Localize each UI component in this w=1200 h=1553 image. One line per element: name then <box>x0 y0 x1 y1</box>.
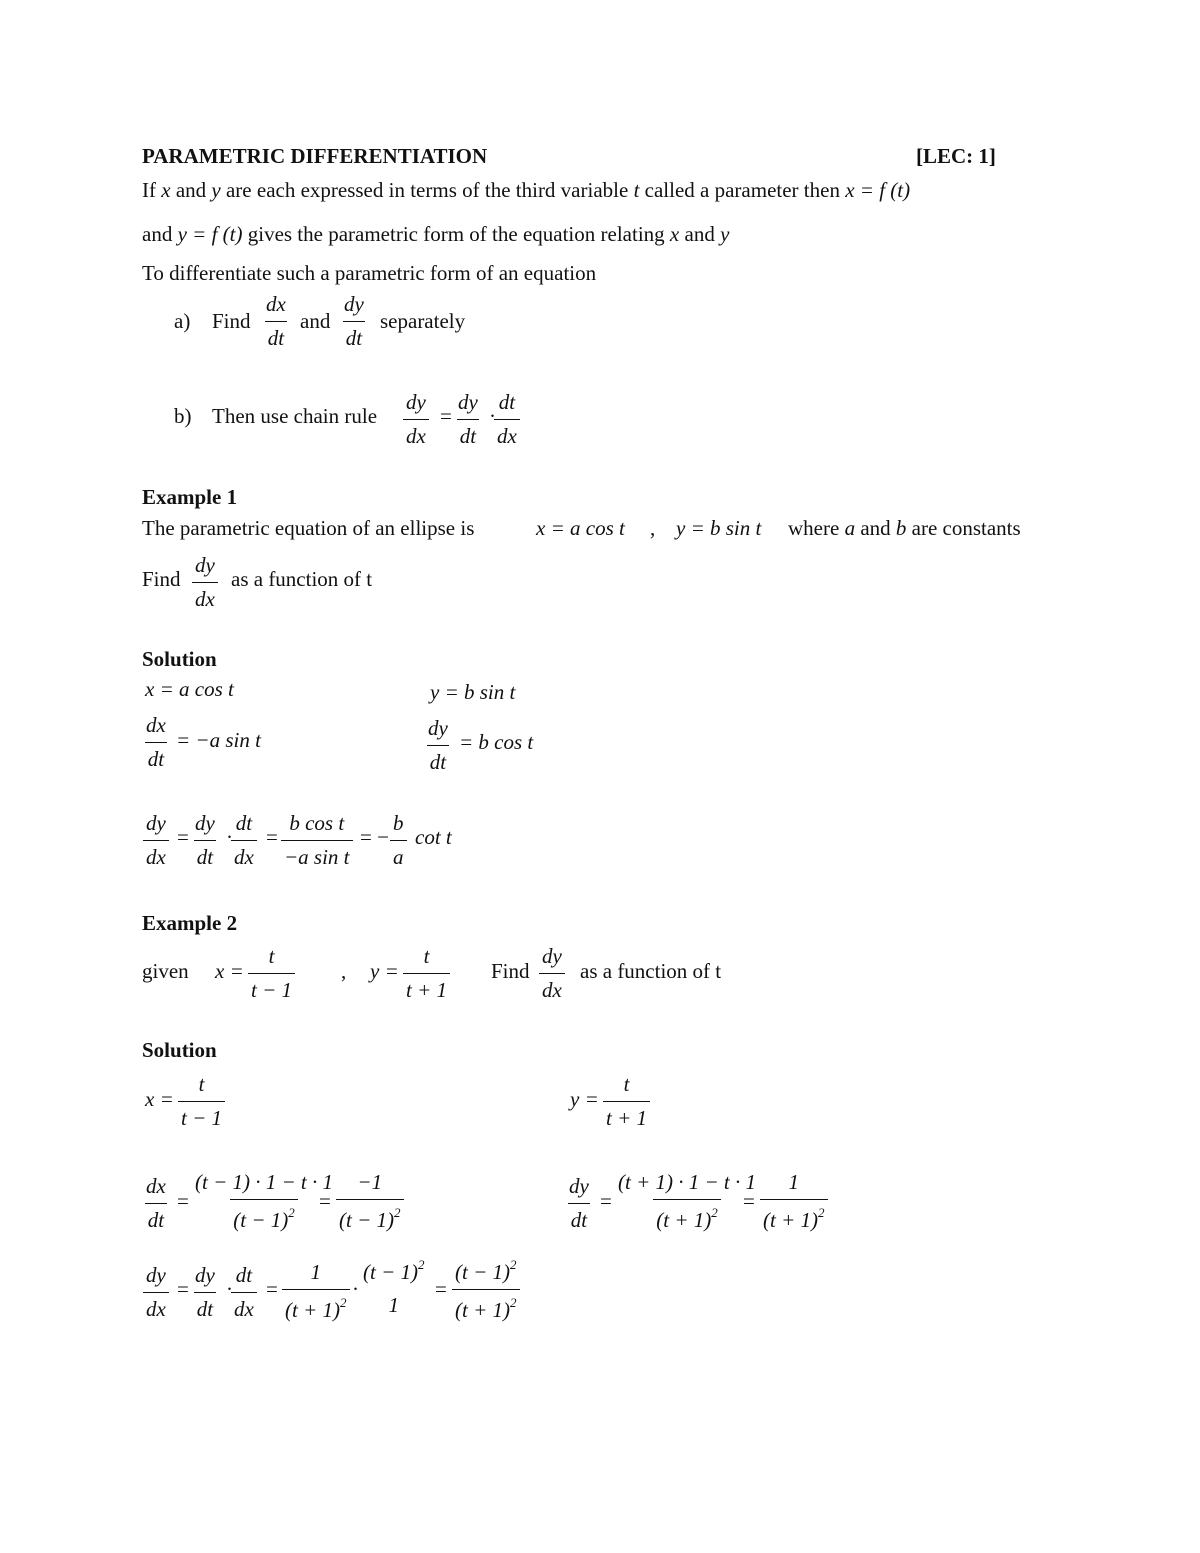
dot-operator: · <box>226 1277 233 1301</box>
dydt-quotient-fraction: $\frac{(t + 1) \cdot 1 - t \cdot 1}{(t + 1)^2}$ <box>618 1170 756 1232</box>
dydx-fraction: $\frac{dy}{dx}$ <box>403 392 429 447</box>
equals-sign: = <box>435 1277 447 1301</box>
dxdt-fraction: $\frac{dx}{dt}$ <box>146 713 166 771</box>
result-fraction: $\frac{(t - 1)^2}{(t + 1)^2}$ <box>452 1258 520 1321</box>
t-over-t-plus-1-fraction: $\frac{t}{t + 1}$ <box>603 1074 650 1129</box>
solution-2-x-lhs: x = <box>145 1087 174 1111</box>
example-2-heading: Example 2 <box>142 911 238 935</box>
example-2-y-lhs: y = <box>370 959 399 983</box>
dxdt-fraction: $\frac{dx}{dt}$ <box>266 292 286 350</box>
example-1-x-eq: x = a cos t <box>536 516 625 540</box>
example-1-find: Find <box>142 567 181 591</box>
one-over-square-fraction: $\frac{1}{(t + 1)^2}$ <box>282 1262 350 1321</box>
dydt-fraction: $\frac{dy}{dt}$ <box>569 1174 589 1232</box>
dydx-fraction: $\frac{dy}{dx}$ <box>143 813 169 868</box>
step-b-text: Then use chain rule <box>212 404 378 428</box>
bcos-over-asin-fraction: $\frac{\text{b cos t}}{\text{−a sin t}}$ <box>281 813 353 868</box>
example-1-func: as a function of t <box>231 567 373 591</box>
equals-sign: = <box>177 1189 189 1213</box>
intro-line-2: and y = f (t) gives the parametric form of the equation relating x and y <box>142 222 730 246</box>
b-over-a-fraction: $\frac{b}{a}$ <box>390 813 407 868</box>
t-over-t-minus-1-fraction: $\frac{t}{t - 1}$ <box>248 946 295 1001</box>
dydt-fraction: $\frac{dy}{dt}$ <box>458 390 478 448</box>
example-1-y-eq: y = b sin t <box>676 516 762 540</box>
dtdx-fraction: $\frac{dt}{dx}$ <box>231 1265 257 1320</box>
equals-sign: = <box>440 404 452 428</box>
dot-operator: · <box>352 1277 359 1301</box>
intro-line-3: To differentiate such a parametric form of an equation <box>142 261 597 285</box>
example-1-where: where a and b are constants <box>788 516 1021 540</box>
solution-1-x-eq: x = a cos t <box>145 677 234 701</box>
dydx-fraction: $\frac{dy}{dx}$ <box>192 555 218 610</box>
neg-one-over-square-fraction: $\frac{-1}{(t - 1)^2}$ <box>336 1172 404 1231</box>
solution-1-heading: Solution <box>142 647 217 671</box>
one-over-square-fraction: $\frac{1}{(t + 1)^2}$ <box>760 1172 828 1231</box>
example-2-comma: , <box>341 959 347 983</box>
equals-sign: = <box>177 1277 189 1301</box>
equals-sign: = <box>600 1189 612 1213</box>
example-2-x-lhs: x = <box>215 959 244 983</box>
dtdx-fraction: $\frac{dt}{dx}$ <box>494 392 520 447</box>
step-a-separately: separately <box>380 309 466 333</box>
t-over-t-minus-1-fraction: $\frac{t}{t - 1}$ <box>178 1074 225 1129</box>
solution-2-heading: Solution <box>142 1038 217 1062</box>
solution-2-y-lhs: y = <box>570 1087 599 1111</box>
example-1-comma: , <box>650 516 656 540</box>
dydt-fraction: $\frac{dy}{dt}$ <box>195 1263 215 1321</box>
dydx-fraction: $\frac{dy}{dx}$ <box>143 1265 169 1320</box>
step-b-label: b) <box>174 404 192 428</box>
example-2-find: Find <box>491 959 530 983</box>
page-title: PARAMETRIC DIFFERENTIATION <box>142 144 488 168</box>
lecture-label: [LEC: 1] <box>916 144 996 168</box>
equals-sign: = <box>266 825 278 849</box>
cot-term: cot t <box>415 825 452 849</box>
intro-line-1: If x and y are each expressed in terms of the third variable t called a parameter then x = f (t) <box>142 178 911 202</box>
equals-sign: = <box>266 1277 278 1301</box>
example-1-text: The parametric equation of an ellipse is <box>142 516 475 540</box>
dxdt-fraction: $\frac{dx}{dt}$ <box>146 1174 166 1232</box>
step-a-find: Find <box>212 309 251 333</box>
dydt-fraction: $\frac{dy}{dt}$ <box>195 811 215 869</box>
example-2-given: given <box>142 959 189 983</box>
example-2-func: as a function of t <box>580 959 722 983</box>
dydx-fraction: $\frac{dy}{dx}$ <box>539 946 565 1001</box>
step-a-and: and <box>300 309 331 333</box>
dxdt-quotient-fraction: $\frac{(t - 1) \cdot 1 - t \cdot 1}{(t - 1)^2}$ <box>195 1170 333 1232</box>
example-1-heading: Example 1 <box>142 485 238 509</box>
dot-operator: · <box>489 404 496 428</box>
t-over-t-plus-1-fraction: $\frac{t}{t + 1}$ <box>403 946 450 1001</box>
equals-sign: = <box>177 825 189 849</box>
equals-sign: = <box>743 1189 755 1213</box>
solution-1-y-eq: y = b sin t <box>430 680 516 704</box>
step-a-label: a) <box>174 309 191 333</box>
dydt-fraction: $\frac{dy}{dt}$ <box>428 716 448 774</box>
dydt-fraction: $\frac{dy}{dt}$ <box>344 292 364 350</box>
equals-negative-sign: = − <box>360 825 389 849</box>
dydt-result: = b cos t <box>459 730 534 754</box>
dtdx-fraction: $\frac{dt}{dx}$ <box>231 813 257 868</box>
equals-sign: = <box>319 1189 331 1213</box>
dot-operator: · <box>226 825 233 849</box>
dxdt-result: = −a sin t <box>176 728 261 752</box>
square-over-one-fraction: $(t - 1)^2$ 1 <box>363 1257 425 1317</box>
